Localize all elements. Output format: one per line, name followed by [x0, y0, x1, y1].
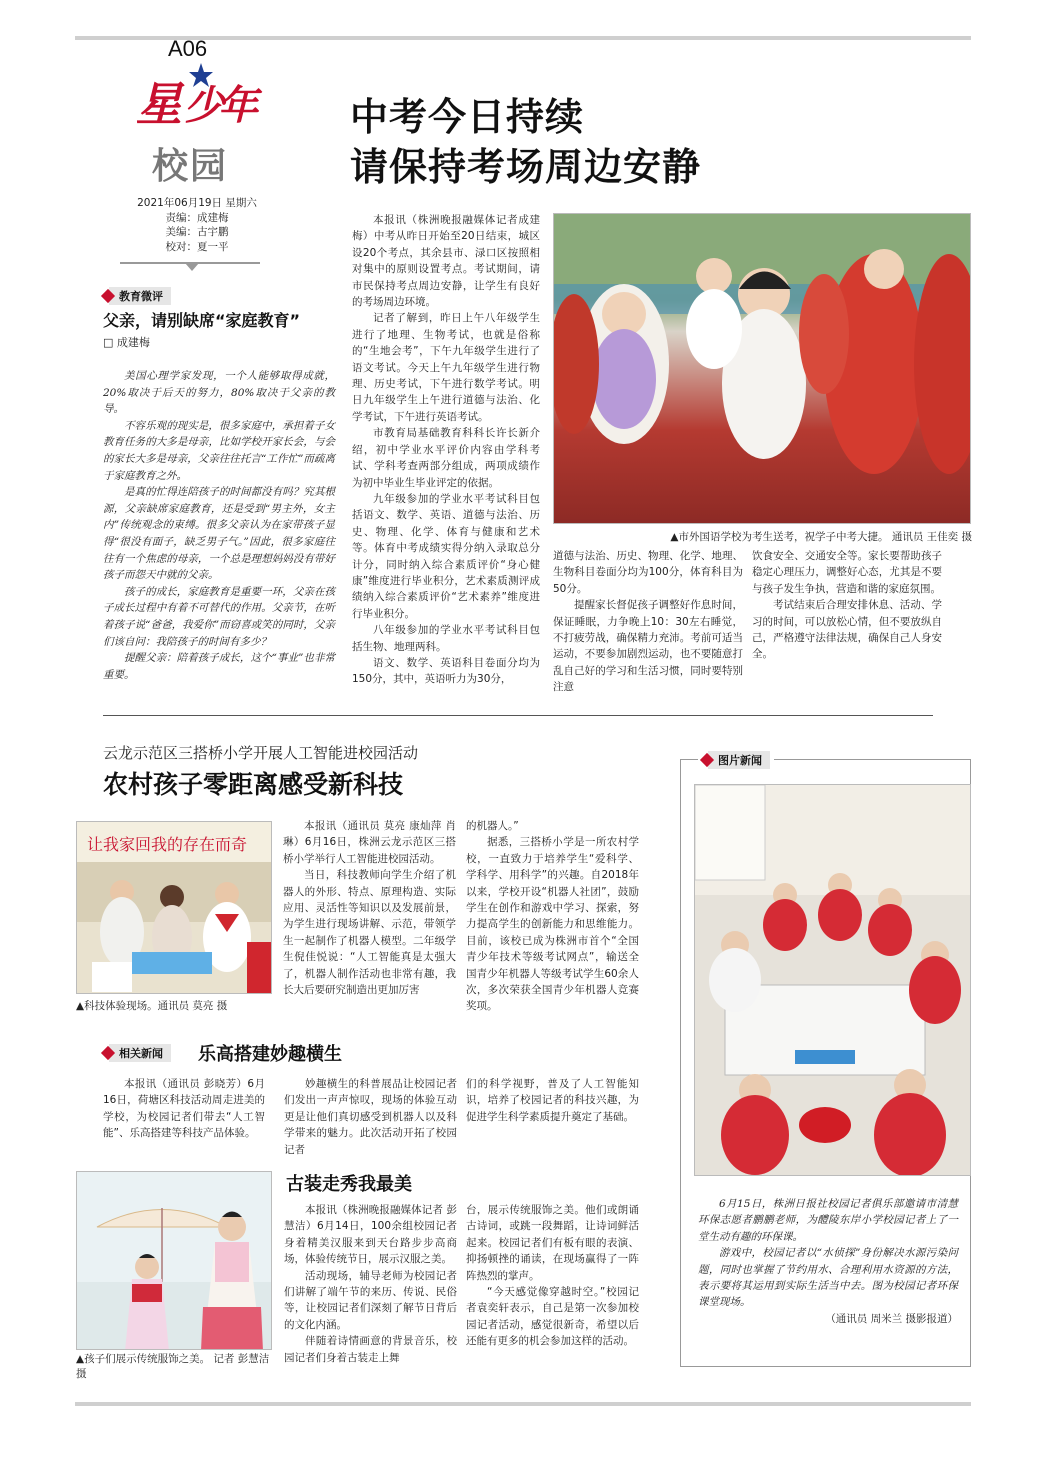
commentary-headline: 父亲，请别缺席“家庭教育”: [103, 311, 301, 330]
ai-para: 本报讯（通讯员 莫亮 康灿萍 肖琳）6月16日，株洲云龙示范区三搭桥小学举行人工智能进校园活动。: [283, 820, 456, 865]
lego-article-col2: [284, 1076, 457, 1158]
lead-para: 八年级参加的学业水平考试科目包括生物、地理两科。: [352, 624, 540, 653]
costume-para: “今天感觉像穿越时空。”校园记者袁奕轩表示，自己是第一次参加校园记者活动，感觉很新奇，希望以后还能有更多的机会参加这样的活动。: [466, 1286, 639, 1348]
photo-news-tag-label: 图片新闻: [708, 751, 770, 769]
costume-article-col2: [466, 1202, 639, 1350]
lead-article-col3: [752, 548, 942, 663]
photo-news-para: 6月15日，株洲日报社校园记者俱乐部邀请市清慧环保志愿者鹏鹏老师，为醴陵东岸小学校园记者上了一堂生动有趣的环保课。: [698, 1198, 958, 1243]
costume-article-col1: [284, 1202, 457, 1366]
lead-para: 道德与法治、历史、物理、化学、地理、生物科目卷面分均为100分，体育科目为50分。: [553, 550, 743, 595]
exam-day-scene: [554, 214, 971, 524]
costume-para: 台，展示传统服饰之美。他们或朗诵古诗词，或跳一段舞蹈，让诗词鲜活起来。校园记者们有板有眼的表演、抑扬顿挫的诵读，在现场赢得了一阵阵热烈的掌声。: [466, 1204, 639, 1282]
costume-para: 伴随着诗情画意的背景音乐，校园记者们身着古装走上舞: [284, 1335, 457, 1364]
robot-workshop-scene: [77, 822, 272, 994]
section-divider: [103, 715, 933, 716]
commentary-para: 美国心理学家发现，一个人能够取得成就，20%取决于后天的努力，80%取决于父亲的教导。: [103, 370, 335, 416]
lead-para: 考试结束后合理安排休息、活动、学习的时间，可以放松心情，但不要放纵自己，严格遵守法律法规，确保自己人身安全。: [752, 599, 942, 661]
photo-news-tag: [698, 751, 774, 769]
costume-headline: 古装走秀我最美: [286, 1174, 412, 1195]
commentary-byline: □ 成建梅: [103, 336, 150, 349]
lead-para: 语文、数学、英语科目卷面分均为150分，其中，英语听力为30分，: [352, 656, 540, 686]
commentary-tag-label: 教育微评: [109, 287, 171, 305]
costume-para: 本报讯（株洲晚报融媒体记者 彭慧洁）6月14日，100余组校园记者身着精美汉服来到天台路步步高商场，体验传统节日，展示汉服之美。: [284, 1204, 457, 1266]
commentary-para: 提醒父亲：陪着孩子成长，这个“事业”也非常重要。: [103, 652, 335, 681]
photo-news-para: 游戏中，校园记者以“水侦探”身份解决水源污染问题，同时也掌握了节约用水、合理利用水资源的方法，表示要将其运用到实际生活当中去。图为校园记者环保课堂现场。: [698, 1247, 958, 1309]
ai-photo-caption: ▲科技体验现场。通讯员 莫亮 摄: [76, 1000, 228, 1012]
commentary-body: [103, 368, 335, 683]
costume-photo: [76, 1171, 272, 1350]
lead-article-col1: [352, 212, 540, 688]
lead-headline-line2: 请保持考场周边安静: [350, 144, 702, 189]
brand-logo: [132, 66, 262, 136]
brand-logo-char-b: 少年: [184, 83, 252, 129]
commentary-para: 是真的忙得连陪孩子的时间都没有吗？究其根源，父亲缺席家庭教育，还是受到“男主外，女主内”传统观念的束缚。很多父亲认为在家带孩子显得“很没有面子，缺乏男子气。”因此，很多家庭往往有一个焦虑的母亲，一个总是理想妈妈没有带好孩子而怨天中就的父亲。: [103, 486, 335, 582]
lead-para: 市教育局基础教育科科长许长新介绍，初中学业水平评价内容由学科考试、学科考查两部分组成，两项成绩作为初中毕业生毕业评定的依据。: [352, 427, 540, 489]
lead-photo-caption: ▲市外国语学校为考生送考，祝学子中考大捷。 通讯员 王佳奕 摄: [670, 531, 972, 543]
photo-news-photo: [694, 784, 971, 1176]
lego-article-col1: [103, 1076, 265, 1142]
section-name: 校园: [152, 145, 229, 187]
lead-para: 记者了解到，昨日上午八年级学生进行了地理、生物考试，也就是俗称的“生地会考”，下午九年级学生进行了语文考试。今天上午九年级学生进行物理、历史考试，下午进行数学考试。明日九年级学生上午进行道德与法治、化学考试，下午进行英语考试。: [352, 312, 540, 423]
lead-para: 九年级参加的学业水平考试科目包括语文、数学、英语、道德与法治、历史、物理、化学、体育与健康和艺术等。体育中考成绩实得分纳入录取总分计分，同时纳入综合素质评价“身心健康”维度进行毕业积分，艺术素质测评成绩纳入综合素质评价“艺术素养”维度进行毕业积分。: [352, 492, 540, 620]
lead-photo: [553, 213, 971, 524]
issue-date: 2021年06月19日 星期六: [137, 197, 257, 209]
editor-credit: 责编：成建梅: [165, 211, 229, 224]
costume-photo-caption: ▲孩子们展示传统服饰之美。 记者 彭慧洁 摄: [76, 1353, 270, 1380]
svg-text:让我家回我的存在而奇: 让我家回我的存在而奇: [87, 835, 248, 854]
commentary-para: 不容乐观的现实是，很多家庭中，承担着子女教育任务的大多是母亲，比如学校开家长会，与会的家长大多是母亲，父亲往往托言“工作忙”而疏离于家庭教育之外。: [103, 419, 335, 482]
lego-headline: 乐高搭建妙趣横生: [198, 1044, 342, 1065]
lead-para: 提醒家长督促孩子调整好作息时间，保证睡眠，力争晚上10：30左右睡觉，不打疲劳战，确保精力充沛。考前可适当运动，不要参加剧烈运动，也不要随意打乱自己好的学习和生活习惯，同时要特别注意: [553, 599, 743, 694]
commentary-para: 孩子的成长，家庭教育是重要一环，父亲在孩子成长过程中有着不可替代的作用。父亲节，在听着孩子说“爸爸，我爱你”而窃喜或笑的同时，父亲们该自问：我陪孩子的时间有多少？: [103, 585, 335, 648]
proof-credit: 校对：夏一平: [165, 240, 229, 253]
ai-para: 据悉，三搭桥小学是一所农村学校，一直致力于培养学生“爱科学、学科学、用科学”的兴趣。自2018年以来，学校开设“机器人社团”，鼓励学生在创作和游戏中学习、探索，努力提高学生的创新能力和思维能力。目前，该校已成为株洲市首个“全国青少年技术等级考试网点”，输送全国青少年机器人等级考试学生60余人次，多次荣获全国青少年机器人竞赛奖项。: [466, 836, 639, 1013]
designer-credit: 美编：古宇鹏: [165, 226, 229, 238]
lead-para: 饮食安全、交通安全等。家长要帮助孩子稳定心理压力，调整好心态，尤其是不要与孩子发生争执，营造和谐的家庭氛围。: [752, 550, 942, 595]
ai-article-col2: [466, 818, 639, 1015]
lego-para: 本报讯（通讯员 彭晓芳）6月16日，荷塘区科技活动周走进美的学校，为校园记者们带去“人工智能”、乐高搭建等科技产品体验。: [103, 1078, 265, 1140]
lego-para: 们的科学视野，普及了人工智能知识，培养了校园记者的科技兴趣，为促进学生科学素质提升奠定了基础。: [466, 1078, 639, 1123]
bottom-rule: [75, 1402, 971, 1406]
lego-tag-label: 相关新闻: [109, 1044, 171, 1062]
lego-tag: [103, 1044, 171, 1062]
brand-logo-char-a: 星: [136, 77, 182, 131]
costume-show-scene: [77, 1172, 272, 1350]
lego-article-col3: [466, 1076, 639, 1125]
eco-class-scene: [695, 785, 971, 1176]
lego-para: 妙趣横生的科普展品让校园记者们发出一声声惊叹，现场的体验互动更是让他们真切感受到机器人以及科学带来的魅力。此次活动开拓了校园记者: [284, 1078, 457, 1156]
masthead-info: [132, 196, 262, 254]
costume-para: 活动现场，辅导老师为校园记者们讲解了端午节的来历、传说、民俗等，让校园记者们深刻了解节日背后的文化内涵。: [284, 1269, 457, 1331]
star-icon: [188, 62, 214, 88]
lead-headline-line1: 中考今日持续: [350, 94, 585, 139]
photo-news-text: [698, 1196, 958, 1327]
masthead-pointer-icon: [185, 263, 199, 271]
lead-article-col2: [553, 548, 743, 696]
lead-para: 本报讯（株洲晚报融媒体记者成建梅）中考从昨日开始至20日结束，城区设20个考点，其余县市、渌口区按照相对集中的原则设置考点。考试期间，请市民保持考点周边安静，让学生有良好的考场周边环境。: [352, 214, 540, 309]
ai-para: 当日，科技教师向学生介绍了机器人的外形、特点、原理构造、实际应用、灵活性等知识以及发展前景，为学生进行现场讲解、示范，带领学生一起制作了机器人模型。二年级学生倪佳悦说：“人工智能真是太强大了，机器人制作活动也非常有趣，我长大后要研究制造出更加厉害: [283, 869, 456, 997]
ai-photo: [76, 821, 272, 994]
ai-para: 的机器人。”: [466, 820, 519, 832]
page-number: A06: [168, 36, 208, 61]
commentary-tag: [103, 287, 171, 305]
ai-article-col1: [283, 818, 456, 998]
photo-news-credit: （通讯员 周米兰 摄影报道）: [825, 1312, 958, 1325]
ai-headline: 农村孩子零距离感受新科技: [103, 770, 404, 799]
ai-kicker: 云龙示范区三搭桥小学开展人工智能进校园活动: [103, 744, 419, 762]
top-rule: [75, 36, 971, 40]
